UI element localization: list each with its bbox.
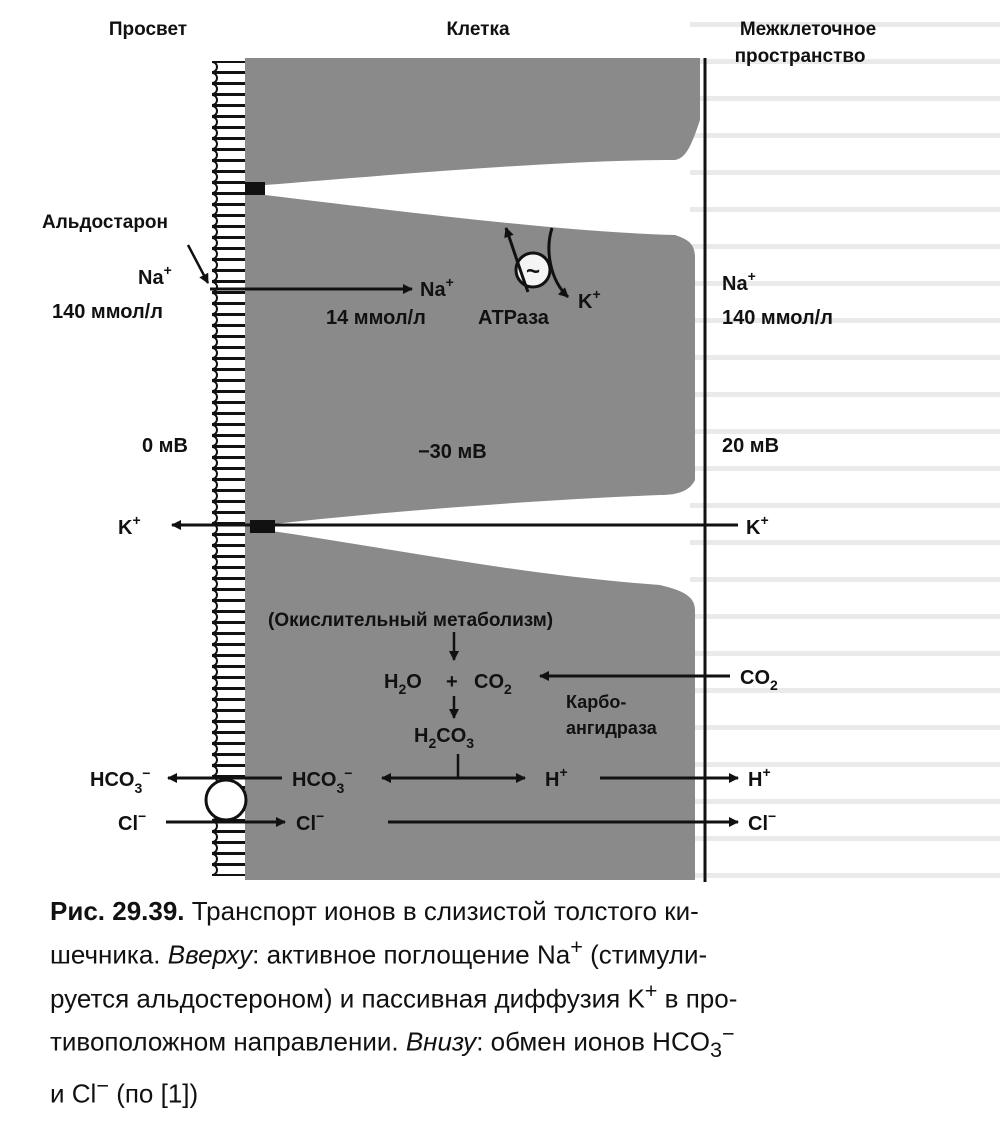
microvillus	[212, 535, 245, 545]
microvillus	[212, 73, 245, 83]
microvillus	[212, 359, 245, 369]
microvillus	[212, 381, 245, 391]
na-lumen-concentration: 140 ммол/л	[52, 301, 163, 323]
microvillus	[212, 348, 245, 358]
h-cell-label: H+	[545, 764, 568, 791]
microvillus	[212, 403, 245, 413]
microvillus	[212, 832, 245, 842]
aldosterone-pointer	[188, 245, 208, 283]
cell-body	[245, 58, 700, 880]
microvillus	[212, 557, 245, 567]
microvillus	[212, 546, 245, 556]
h2co3-label: $H_2CO_3$	[414, 725, 475, 751]
microvillus	[212, 843, 245, 853]
microvillus	[212, 491, 245, 501]
figure-caption	[50, 893, 970, 1112]
microvillus	[212, 568, 245, 578]
figure-number: Рис. 29.39.	[50, 896, 185, 926]
microvillus	[212, 150, 245, 160]
hco3-lumen-label: $HCO_3^-$	[90, 765, 151, 796]
microvillus	[212, 62, 245, 72]
microvillus	[212, 161, 245, 171]
microvillus	[212, 634, 245, 644]
cl-lumen-label: Cl−	[118, 808, 147, 835]
microvillus	[212, 293, 245, 303]
na-interstitial-concentration: 140 ммол/л	[722, 307, 833, 329]
microvillus	[212, 579, 245, 589]
interstitial-potential: 20 мВ	[722, 435, 780, 457]
microvillus	[212, 249, 245, 259]
microvillus	[212, 689, 245, 699]
oxidative-metabolism-label: (Окислительный метаболизм)	[268, 610, 554, 631]
na-cell-label: Na+	[420, 274, 454, 301]
microvillus	[212, 436, 245, 446]
microvillus	[212, 722, 245, 732]
microvillus	[212, 469, 245, 479]
microvillus	[212, 755, 245, 765]
microvillus	[212, 854, 245, 864]
microvillus	[212, 95, 245, 105]
microvillus	[212, 194, 245, 204]
microvillus	[212, 645, 245, 655]
h-interstitial-label: H+	[748, 764, 771, 791]
microvillus	[212, 414, 245, 424]
microvillus	[212, 502, 245, 512]
microvillus	[212, 656, 245, 666]
caption-line-5: и Cl− (по [1])	[50, 1073, 199, 1109]
microvillus	[212, 106, 245, 116]
lumen-potential: 0 мВ	[142, 435, 188, 457]
microvillus	[212, 370, 245, 380]
na-interstitial-label: Na+	[722, 268, 756, 295]
h2o-label: $H_2O$	[384, 671, 422, 697]
microvillus	[212, 733, 245, 743]
microvillus	[212, 711, 245, 721]
microvillus	[212, 337, 245, 347]
caption-line-1: Рис. 29.39. Транспорт ионов в слизистой толстого ки-	[50, 896, 699, 926]
tilde-glyph: ~	[525, 258, 541, 285]
cell-potential: −30 мВ	[418, 441, 487, 463]
k-interstitial-label: K+	[746, 512, 769, 539]
caption-line-2: шечника. Вверху: активное поглощение Na+ (стимули-	[50, 934, 708, 970]
microvillus	[212, 216, 245, 226]
caption-line-3: руется альдостероном) и пассивная диффузия K+ в про-	[50, 977, 738, 1014]
microvillus	[212, 513, 245, 523]
k-pump-label: K+	[578, 286, 601, 313]
microvillus	[212, 678, 245, 688]
microvillus	[212, 590, 245, 600]
microvillus	[212, 205, 245, 215]
microvillus	[212, 601, 245, 611]
microvillus	[212, 766, 245, 776]
co2-cell-label: $CO_2$	[474, 671, 512, 697]
microvillus	[212, 392, 245, 402]
bottom-word: Внизу	[405, 1026, 477, 1057]
microvilli-brush-border	[212, 62, 245, 875]
exchanger-icon	[206, 780, 246, 820]
aldosterone-label: Альдостарон	[42, 212, 169, 233]
junction-top	[245, 182, 265, 195]
carbonic-anhydrase-label-line2: ангидраза	[566, 718, 657, 738]
top-word: Вверху	[167, 939, 253, 970]
k-lumen-label: K+	[118, 512, 141, 539]
microvillus	[212, 117, 245, 127]
microvillus	[212, 865, 245, 875]
microvillus	[212, 271, 245, 281]
microvillus	[212, 744, 245, 754]
microvillus	[212, 304, 245, 314]
atpase-label: АТРаза	[478, 307, 549, 329]
interstitial-label-line2: пространство	[734, 46, 866, 67]
microvillus	[212, 238, 245, 248]
microvillus	[212, 667, 245, 677]
carbonic-anhydrase-label-line1: Карбо-	[566, 692, 627, 712]
microvillus	[212, 315, 245, 325]
cl-interstitial-label: Cl−	[748, 808, 777, 835]
microvillus	[212, 480, 245, 490]
microvillus	[212, 172, 245, 182]
hco3-cell-label: $HCO_3^-$	[292, 765, 353, 796]
cell-label: Клетка	[446, 19, 510, 40]
interstitial-label-line1: Межклеточное	[739, 19, 877, 40]
microvillus	[212, 458, 245, 468]
microvillus	[212, 447, 245, 457]
na-lumen-label: Na+	[138, 262, 172, 289]
plus-label: +	[446, 671, 458, 693]
microvillus	[212, 623, 245, 633]
microvillus	[212, 128, 245, 138]
microvillus	[212, 612, 245, 622]
microvillus	[212, 700, 245, 710]
microvillus	[212, 425, 245, 435]
microvillus	[212, 84, 245, 94]
microvillus	[212, 260, 245, 270]
microvillus	[212, 183, 245, 193]
microvillus	[212, 326, 245, 336]
cl-cell-label: Cl−	[296, 808, 325, 835]
na-cell-concentration: 14 ммол/л	[326, 307, 426, 329]
microvillus	[212, 139, 245, 149]
caption-line-4: тивоположном направлении. Внизу: обмен ионов $HCO_3^-$	[50, 1021, 735, 1063]
microvillus	[212, 227, 245, 237]
co2-interstitial-label: $CO_2$	[740, 667, 778, 693]
lumen-label: Просвет	[108, 19, 188, 40]
